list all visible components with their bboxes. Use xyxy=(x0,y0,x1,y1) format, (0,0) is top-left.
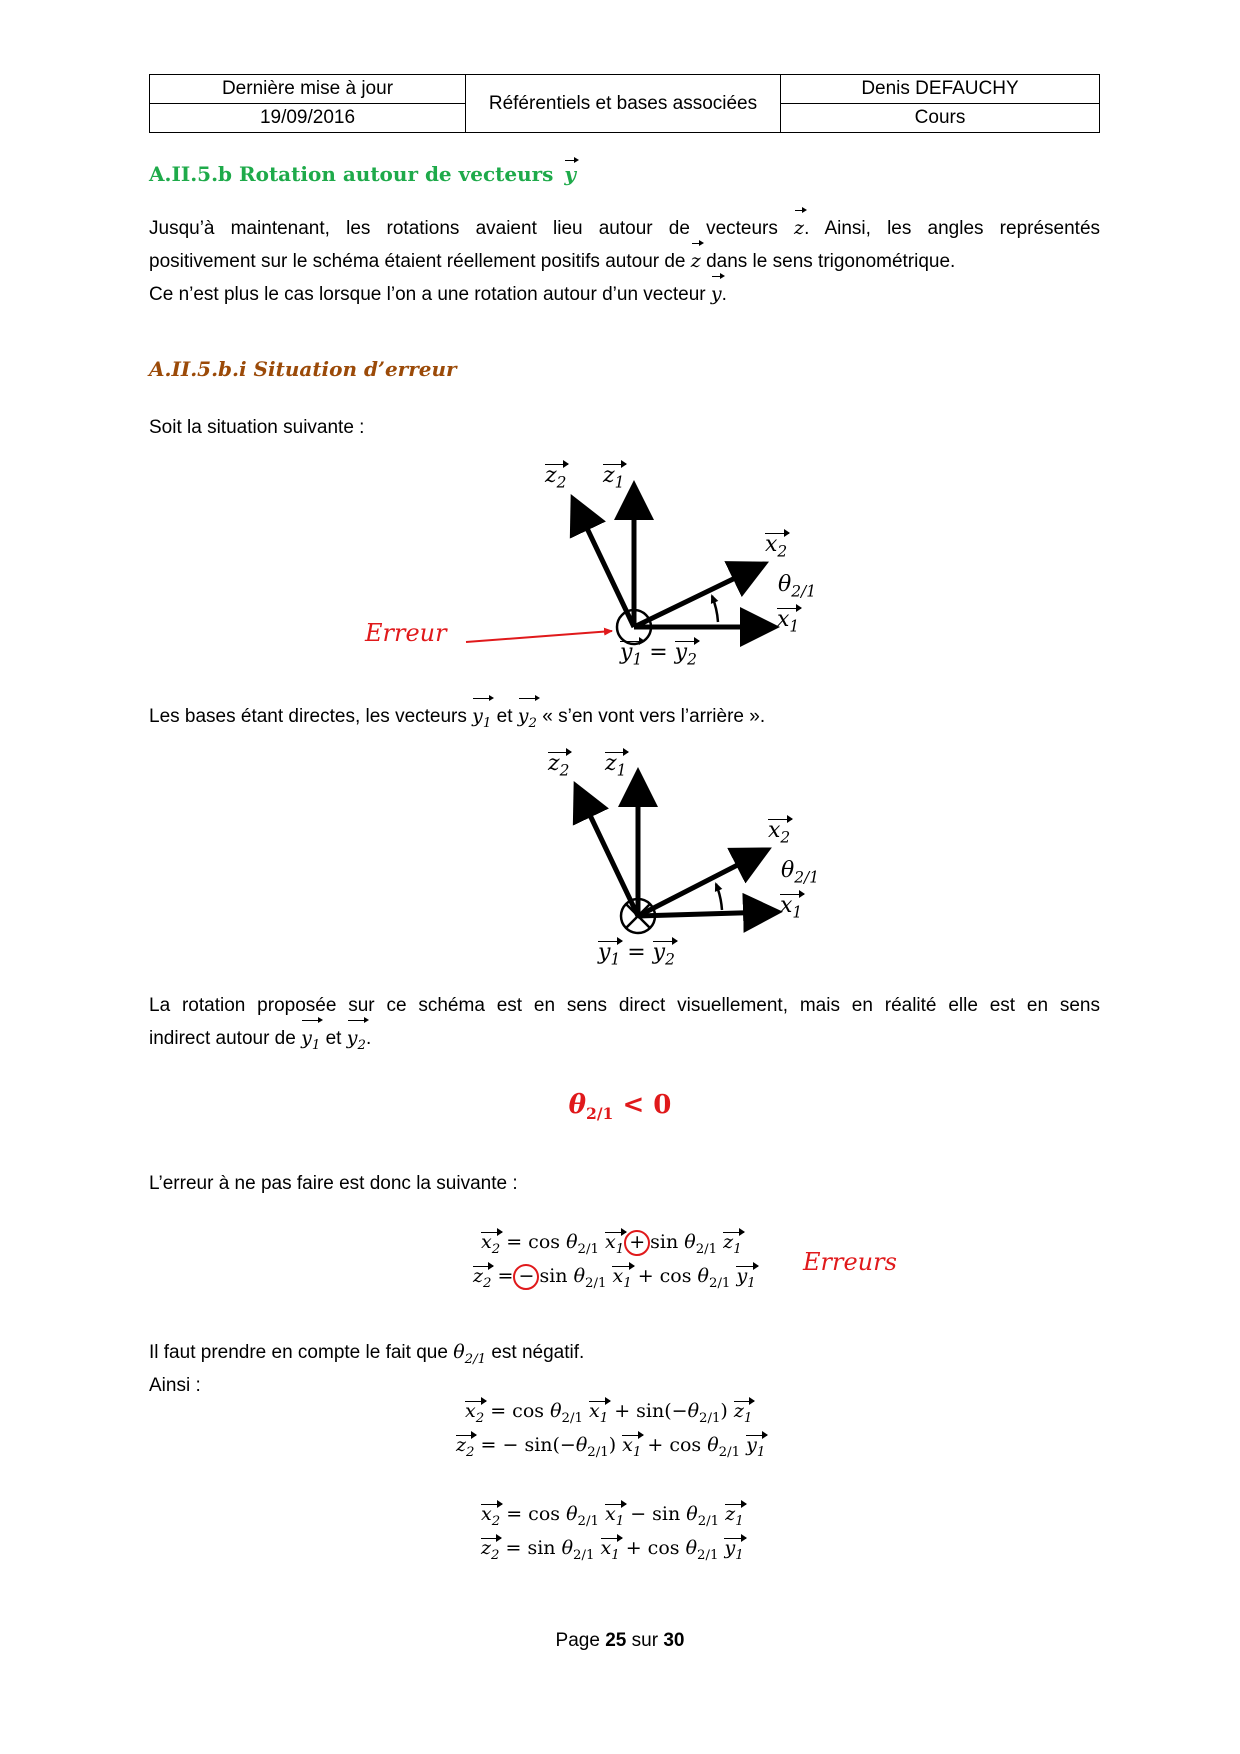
erreur-paragraph: L’erreur à ne pas faire est donc la suivante : xyxy=(149,1173,518,1194)
label-x2: $x_2$ xyxy=(765,532,788,561)
rotation-line-1: La rotation proposée sur ce schéma est en sens direct visuellement, mais en réalité elle est en sens xyxy=(149,995,1100,1016)
x1-arrow xyxy=(638,912,773,916)
error-plus-circle-icon: + xyxy=(624,1230,650,1256)
last-update-label: Dernière mise à jour xyxy=(150,75,466,104)
soit-paragraph: Soit la situation suivante : xyxy=(149,417,365,438)
errors-label: Erreurs xyxy=(803,1248,897,1276)
ainsi-label: Ainsi : xyxy=(149,1375,201,1396)
section-title: A.II.5.b Rotation autour de vecteurs y xyxy=(149,162,577,186)
error-minus-circle-icon: − xyxy=(513,1264,539,1290)
label-y1-eq-y2: $y_1 = y_2$ xyxy=(620,640,697,669)
doc-type: Cours xyxy=(781,104,1100,133)
label-z2: $z_2$ xyxy=(545,463,567,492)
error-label: Erreur xyxy=(365,619,447,647)
vector-y2: $y_2$ xyxy=(518,700,537,740)
equation-3: $x_2 = \cos \theta_{2/1}$ $x_1 + \sin(-\theta_{2/1})$ $z_1$ xyxy=(465,1400,753,1426)
subsection-title: A.II.5.b.i Situation d’erreur xyxy=(149,357,457,381)
label-theta: $\theta_{2/1}$ xyxy=(778,572,817,601)
bases-paragraph: Les bases étant directes, les vecteurs $y_1$ et $y_2$ « s’en vont vers l’arrière ». xyxy=(149,700,765,740)
vector-z: z xyxy=(794,212,804,245)
theta-negative-result: $\theta_{2/1} < 0$ xyxy=(568,1090,672,1124)
theta-arc xyxy=(712,596,718,622)
equation-4: $z_2$ = − $\sin(-\theta_{2/1}) x_1 + \cos \theta_{2/1}$ $y_1$ xyxy=(456,1434,766,1460)
z2-arrow xyxy=(575,503,634,627)
error-pointer-arrow xyxy=(466,631,612,642)
rotation-line-2: indirect autour de $y_1$ et $y_2$. xyxy=(149,1022,1100,1062)
rotation-paragraph xyxy=(149,989,1100,1062)
intro-line-1: Jusqu’à maintenant, les rotations avaient lieu autour de vecteurs z. Ainsi, les angles représentés xyxy=(149,212,1100,245)
intro-line-3: Ce n’est plus le cas lorsque l’on a une rotation autour d’un vecteur y. xyxy=(149,278,1100,311)
faut-paragraph: Il faut prendre en compte le fait que $\theta_{2/1}$ est négatif. xyxy=(149,1341,585,1367)
doc-title: Référentiels et bases associées xyxy=(466,75,781,133)
vector-y: y xyxy=(711,278,722,311)
label-z1: $z_1$ xyxy=(605,751,627,780)
label-x2: $x_2$ xyxy=(768,818,791,847)
update-date: 19/09/2016 xyxy=(150,104,466,133)
x2-arrow xyxy=(634,566,760,627)
equation-5: $x_2 = \cos \theta_{2/1}$ $x_1 - \sin \theta_{2/1}$ $z_1$ xyxy=(481,1503,744,1529)
equation-6: $z_2 = \sin \theta_{2/1}$ $x_1 + \cos \theta_{2/1}$ $y_1$ xyxy=(481,1537,744,1563)
vector-z: z xyxy=(691,245,701,278)
label-y1-eq-y2: $y_1 = y_2$ xyxy=(598,940,675,969)
label-theta: $\theta_{2/1}$ xyxy=(781,858,820,887)
x2-arrow xyxy=(638,852,763,916)
label-z2: $z_2$ xyxy=(548,751,570,780)
label-z1: $z_1$ xyxy=(603,463,625,492)
label-x1: $x_1$ xyxy=(777,607,800,636)
intro-paragraph xyxy=(149,212,1100,311)
page-footer: Page 25 sur 30 xyxy=(555,1630,685,1651)
section-title-vector: y xyxy=(564,162,577,186)
intro-line-2: positivement sur le schéma étaient réellement positifs autour de z dans le sens trigonométrique. xyxy=(149,245,1100,278)
theta-arc xyxy=(716,884,722,910)
author: Denis DEFAUCHY xyxy=(781,75,1100,104)
error-equation-1: $x_2 = \cos \theta_{2/1}$ $x_1 + \sin \theta_{2/1}$ $z_1$ xyxy=(481,1231,742,1257)
z2-arrow xyxy=(578,790,638,916)
vector-y1: $y_1$ xyxy=(472,700,491,740)
error-equation-2: $z_2$ = − $\sin \theta_{2/1}$ $x_1 + \cos \theta_{2/1}$ $y_1$ xyxy=(473,1265,756,1291)
label-x1: $x_1$ xyxy=(780,893,803,922)
header-table xyxy=(149,74,1100,133)
